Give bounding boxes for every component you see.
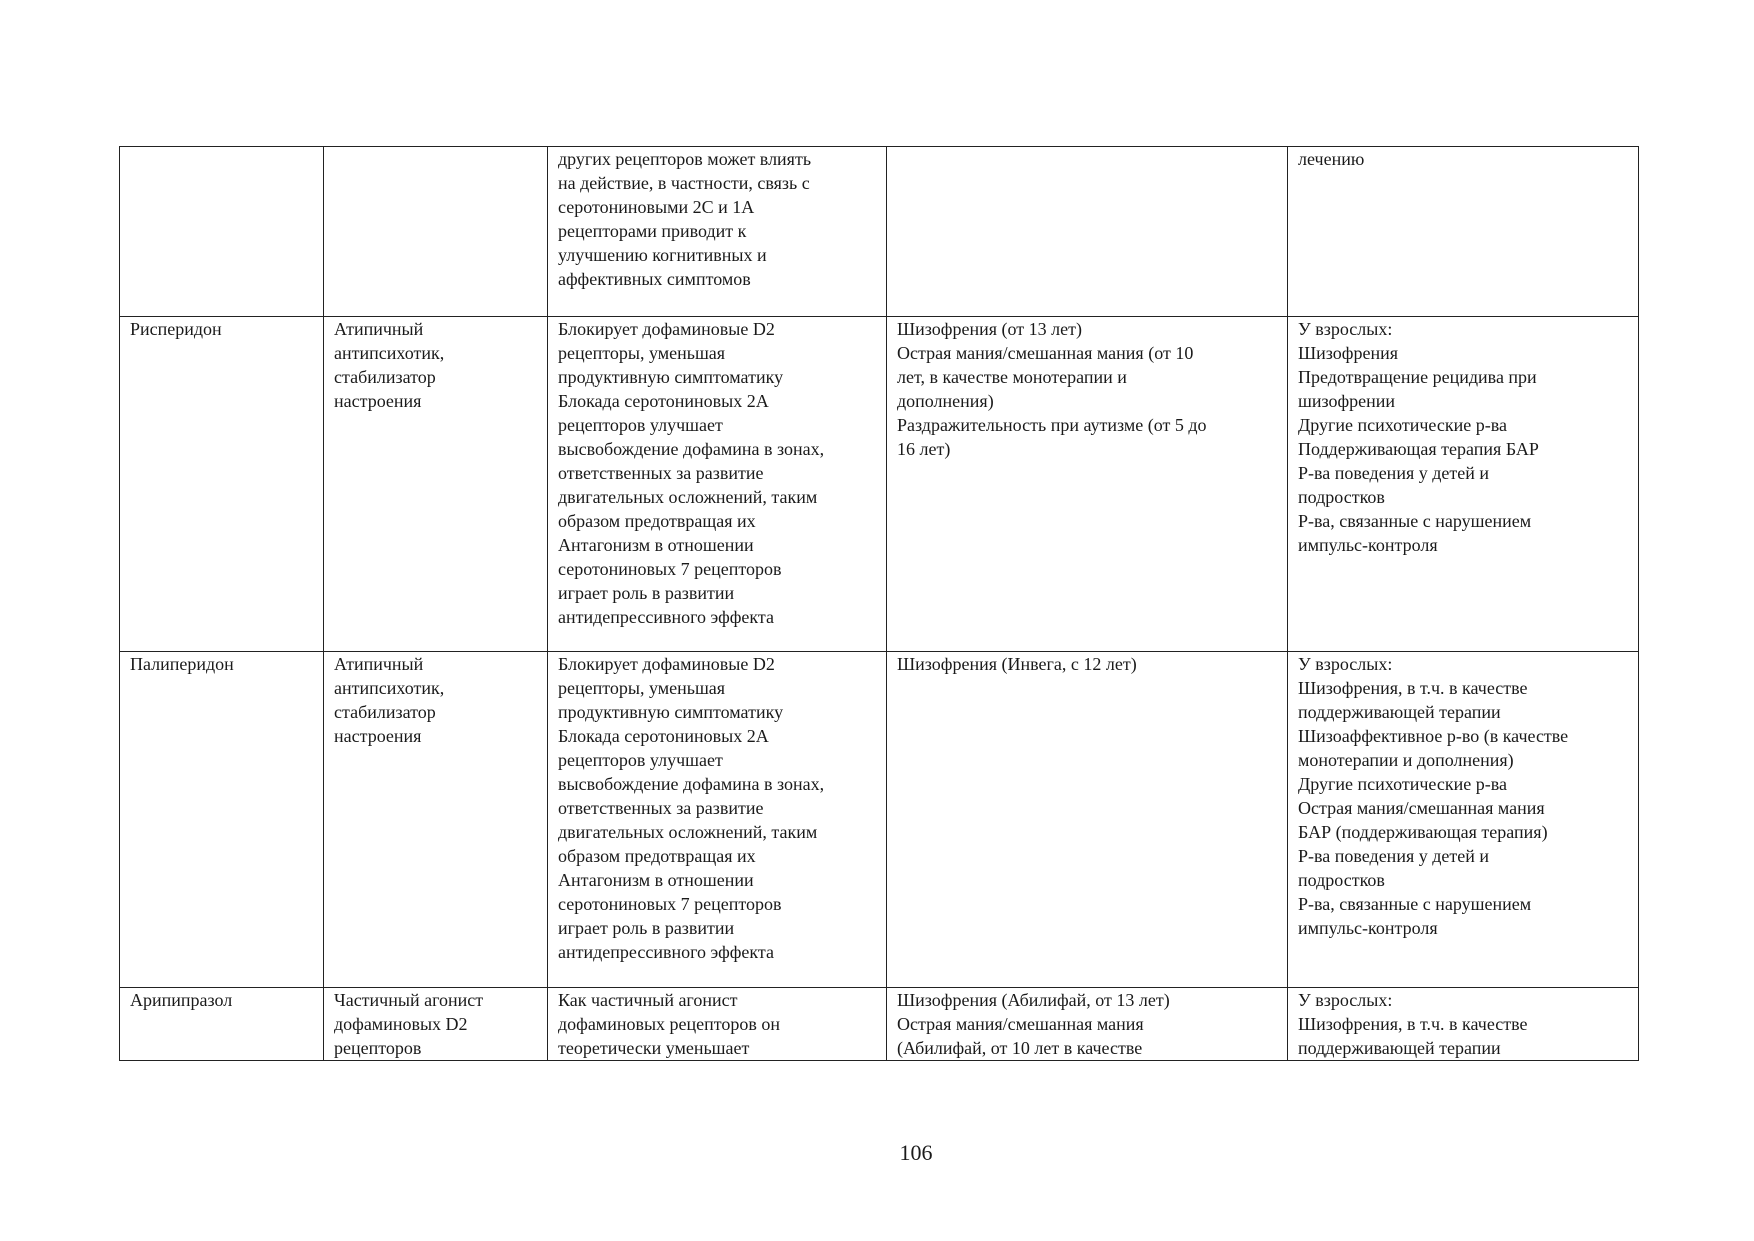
cell-drug: Палиперидон	[120, 652, 324, 988]
cell-drug: Арипипразол	[120, 988, 324, 1061]
cell-indications-children: Шизофрения (от 13 лет) Острая мания/смешанная мания (от 10 лет, в качестве монотерапии и дополнения) Раздражительность при аутизме (от 5 до 16 лет)	[887, 317, 1288, 652]
cell-mechanism: Как частичный агонист дофаминовых рецепторов он теоретически уменьшает	[548, 988, 887, 1061]
table-row	[120, 317, 1639, 652]
cell-indications-adults: У взрослых: Шизофрения, в т.ч. в качестве поддерживающей терапии	[1288, 988, 1639, 1061]
cell-indications-adults: У взрослых: Шизофрения, в т.ч. в качестве поддерживающей терапии Шизоаффективное р-во (в качестве монотерапии и дополнения) Другие психотические р-ва Острая мания/смешанная мания БАР (поддерживающая терапия) Р-ва поведения у детей и подростков Р-ва, связанные с нарушением импульс-контроля	[1288, 652, 1639, 988]
page-number: 106	[899, 1140, 933, 1165]
cell-drug: Рисперидон	[120, 317, 324, 652]
cell-indications-children	[887, 147, 1288, 317]
cell-class: Частичный агонист дофаминовых D2 рецепторов	[324, 988, 548, 1061]
drug-table	[119, 146, 1639, 1061]
cell-mechanism: Блокирует дофаминовые D2 рецепторы, уменьшая продуктивную симптоматику Блокада серотониновых 2А рецепторов улучшает высвобождение дофамина в зонах, ответственных за развитие двигательных осложнений, таким образом предотвращая их Антагонизм в отношении серотониновых 7 рецепторов играет роль в развитии антидепрессивного эффекта	[548, 317, 887, 652]
cell-mechanism: других рецепторов может влиять на действие, в частности, связь с серотониновыми 2С и 1А рецепторами приводит к улучшению когнитивных и аффективных симптомов	[548, 147, 887, 317]
cell-mechanism: Блокирует дофаминовые D2 рецепторы, уменьшая продуктивную симптоматику Блокада серотониновых 2А рецепторов улучшает высвобождение дофамина в зонах, ответственных за развитие двигательных осложнений, таким образом предотвращая их Антагонизм в отношении серотониновых 7 рецепторов играет роль в развитии антидепрессивного эффекта	[548, 652, 887, 988]
cell-class: Атипичный антипсихотик, стабилизатор настроения	[324, 317, 548, 652]
table-row	[120, 652, 1639, 988]
cell-class	[324, 147, 548, 317]
cell-class: Атипичный антипсихотик, стабилизатор настроения	[324, 652, 548, 988]
cell-indications-children: Шизофрения (Инвега, с 12 лет)	[887, 652, 1288, 988]
cell-drug	[120, 147, 324, 317]
table-row	[120, 988, 1639, 1061]
table-row	[120, 147, 1639, 317]
cell-indications-children: Шизофрения (Абилифай, от 13 лет) Острая мания/смешанная мания (Абилифай, от 10 лет в качестве	[887, 988, 1288, 1061]
cell-indications-adults: лечению	[1288, 147, 1639, 317]
cell-indications-adults: У взрослых: Шизофрения Предотвращение рецидива при шизофрении Другие психотические р-ва Поддерживающая терапия БАР Р-ва поведения у детей и подростков Р-ва, связанные с нарушением импульс-контроля	[1288, 317, 1639, 652]
